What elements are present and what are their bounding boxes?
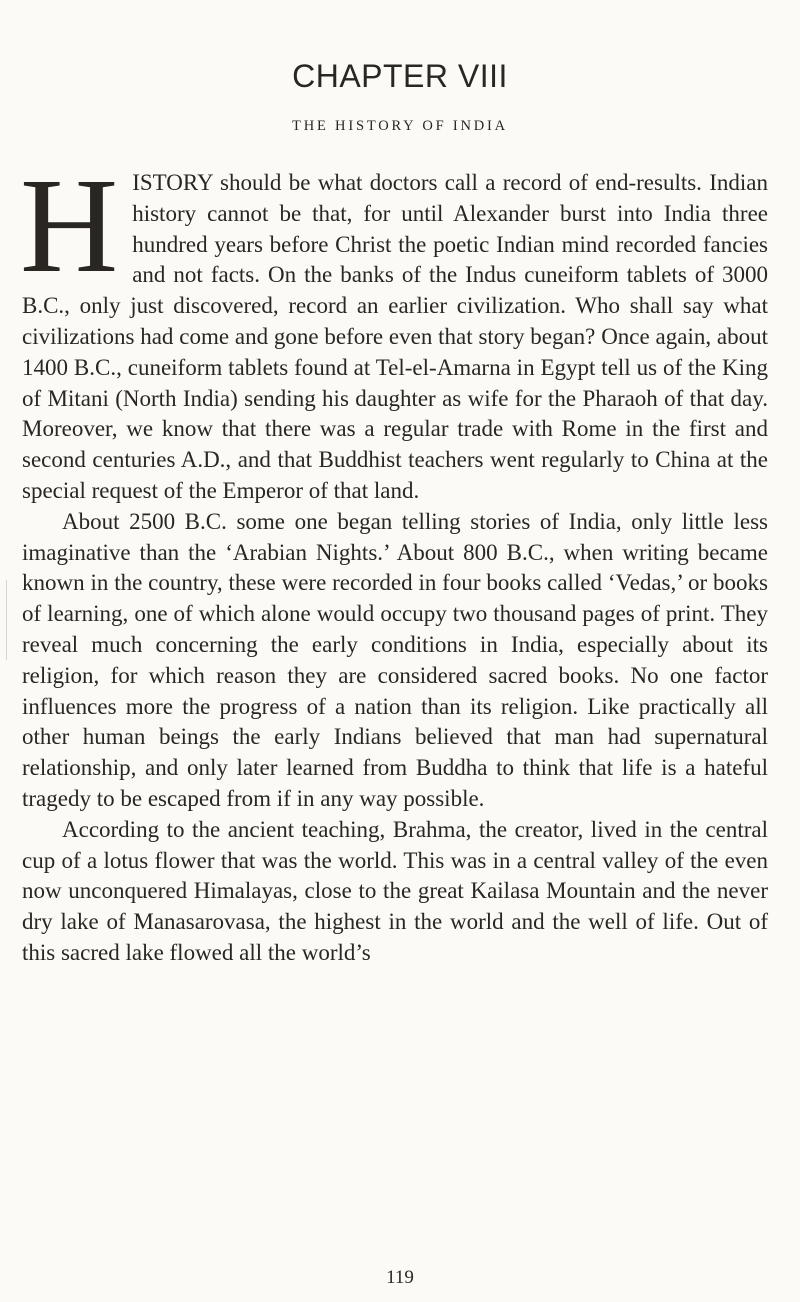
paragraph-1-text: ISTORY should be what doctors call a record of end-results. Indian history cannot be that, for until Alexander burst into India three hundred years before Christ the poetic Indian mind recorded fancies and not facts. On the banks of the Indus cuneiform tablets of 3000 B.C., only just discovered, record an earlier civilization. Who shall say what civilizations had come and gone before even that story began? Once again, about 1400 B.C., cuneiform tablets found at Tel-el-Amarna in Egypt tell us of the King of Mitani (North India) sending his daughter as wife for the Pharaoh of that day. Moreover, we know that there was a regular trade with Rome in the first and second centuries A.D., and that Buddhist teachers went regularly to China at the special request of the Emperor of that land. (22, 170, 768, 503)
page-number: 119 (386, 1267, 414, 1288)
chapter-title: CHAPTER VIII (292, 58, 508, 94)
drop-cap: H (20, 151, 119, 301)
paragraph-3: According to the ancient teaching, Brahma, the creator, lived in the central cup of a lotus flower that was the world. This was in a central valley of the even now unconquered Himalayas, close to the great Kailasa Mountain and the never dry lake of Manasarovasa, the highest in the world and the well of life. Out of this sacred lake flowed all the world’s (22, 816, 768, 965)
body-text (20, 151, 768, 969)
chapter-subtitle: THE HISTORY OF INDIA (292, 118, 508, 134)
margin-mark (6, 580, 7, 660)
paragraph-1 (20, 151, 768, 507)
paragraph-2: About 2500 B.C. some one began telling stories of India, only little less imaginative than the ‘Arabian Nights.’ About 800 B.C., when writing became known in the country, these were recorded in four books called ‘Vedas,’ or books of learning, one of which alone would occupy two thousand pages of print. They reveal much concerning the early conditions in India, especially about its religion, for which reason they are considered sacred books. No one factor influences more the progress of a nation than its religion. Like practically all other human beings the early Indians believed that man had supernatural relationship, and only later learned from Buddha to think that life is a hateful tragedy to be escaped from if in any way possible. (22, 508, 768, 811)
